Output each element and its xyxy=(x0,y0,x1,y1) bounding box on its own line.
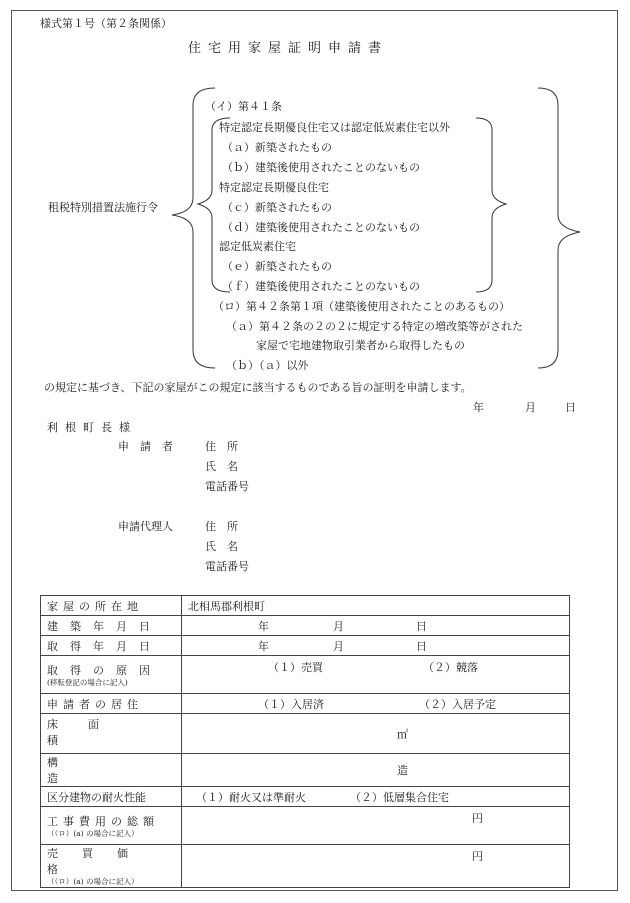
price-value[interactable] xyxy=(182,845,570,888)
property-table xyxy=(40,595,570,888)
table-row xyxy=(41,596,570,616)
applicant-address-label: 住所 xyxy=(205,440,249,453)
law-subitem: （ａ）新築されたもの xyxy=(222,141,332,154)
acquired-label: 取得年月日 xyxy=(41,636,182,656)
residence-label: 申請者の居住 xyxy=(41,694,182,714)
law-item-i: （イ）第４１条 xyxy=(205,100,282,113)
cause-note: (移転登記の場合に記入) xyxy=(47,677,128,687)
law-subitem: （ｄ）建築後使用されたことのないもの xyxy=(222,221,420,234)
location-value[interactable]: 北相馬郡利根町 xyxy=(182,596,570,616)
applicant-name-label: 氏名 xyxy=(205,460,249,473)
law-subitem: （ａ）第４２条の２の２に規定する特定の増改築等がされた xyxy=(226,320,523,333)
applicant-phone-label: 電話番号 xyxy=(205,480,249,493)
structure-label-cell xyxy=(41,754,182,787)
law-category: 認定低炭素住宅 xyxy=(219,240,296,253)
cost-value[interactable] xyxy=(182,807,570,845)
form-number: 様式第１号（第２条関係） xyxy=(40,17,172,30)
law-subitem: （ｃ）新築されたもの xyxy=(222,201,332,214)
addressee: 利根町長様 xyxy=(47,421,137,434)
table-row xyxy=(41,694,570,714)
price-label-cell xyxy=(41,845,182,888)
law-subitem: （ｆ）建築後使用されたことのないもの xyxy=(222,280,420,293)
cost-label: 工事費用の総額 xyxy=(47,814,159,828)
cause-option-sale[interactable]: （１）売買 xyxy=(268,661,323,674)
cause-label-cell xyxy=(41,656,182,694)
table-row xyxy=(41,714,570,754)
law-subitem: （ｂ）（ａ）以外 xyxy=(226,359,309,372)
law-subitem: （ｂ）建築後使用されたことのないもの xyxy=(222,161,420,174)
day-unit: 日 xyxy=(416,639,427,653)
table-row xyxy=(41,656,570,694)
table-row xyxy=(41,807,570,845)
residence-option-planned[interactable]: （２）入居予定 xyxy=(419,697,496,711)
location-label: 家屋の所在地 xyxy=(41,596,182,616)
agent-label: 申請代理人 xyxy=(118,520,173,533)
table-row xyxy=(41,787,570,807)
date-day: 日 xyxy=(565,401,576,414)
cost-note: （（ロ）(a) の場合に記入） xyxy=(47,828,139,838)
month-unit: 月 xyxy=(333,639,344,653)
cost-unit: 円 xyxy=(472,812,483,825)
year-unit: 年 xyxy=(258,639,269,653)
agent-phone-label: 電話番号 xyxy=(205,560,249,573)
date-month: 月 xyxy=(525,401,536,414)
price-note: （（ロ）(a) の場合に記入） xyxy=(47,877,139,886)
law-category: 特定認定長期優良住宅 xyxy=(219,181,329,194)
structure-unit: 造 xyxy=(397,764,408,777)
table-row xyxy=(41,845,570,888)
table-row xyxy=(41,754,570,787)
fire-option-fireproof[interactable]: （１）耐火又は準耐火 xyxy=(196,790,306,804)
built-label: 建築年月日 xyxy=(41,616,182,636)
residence-option-moved-in[interactable]: （１）入居済 xyxy=(258,697,324,711)
fire-value[interactable] xyxy=(182,787,570,807)
agent-name-label: 氏名 xyxy=(205,540,249,553)
agent-address-label: 住所 xyxy=(205,520,249,533)
price-unit: 円 xyxy=(472,850,483,863)
structure-label: 構造 xyxy=(47,756,158,785)
acquired-value[interactable] xyxy=(182,636,570,656)
year-unit: 年 xyxy=(258,619,269,633)
cause-value[interactable] xyxy=(182,656,570,694)
table-row xyxy=(41,636,570,656)
law-item-ro: （ロ）第４２条第１項（建築後使用されたことのあるもの） xyxy=(213,300,510,313)
fire-option-lowrise[interactable]: （２）低層集合住宅 xyxy=(350,790,449,804)
statement: の規定に基づき、下記の家屋がこの規定に該当するものである旨の証明を申請します。 xyxy=(44,381,472,394)
floor-label: 床面積 xyxy=(47,718,129,747)
law-subitem: （ｅ）新築されたもの xyxy=(222,260,332,273)
law-subitem-cont: 家屋で宅地建物取引業者から取得したもの xyxy=(256,339,465,352)
cause-label: 取得の原因 xyxy=(47,663,162,677)
day-unit: 日 xyxy=(416,619,427,633)
floor-unit: ㎡ xyxy=(397,727,408,741)
page-title: 住宅用家屋証明申請書 xyxy=(188,41,389,56)
date-year: 年 xyxy=(473,401,484,414)
fire-label: 区分建物の耐火性能 xyxy=(41,787,182,807)
floor-value[interactable] xyxy=(182,714,570,754)
floor-label-cell xyxy=(41,714,182,754)
built-value[interactable] xyxy=(182,616,570,636)
law-category: 特定認定長期優良住宅又は認定低炭素住宅以外 xyxy=(219,121,450,134)
applicant-label: 申請者 xyxy=(118,440,184,453)
cost-label-cell xyxy=(41,807,182,845)
structure-value[interactable] xyxy=(182,754,570,787)
table-row xyxy=(41,616,570,636)
month-unit: 月 xyxy=(333,619,344,633)
price-label: 売買価格 xyxy=(47,847,152,876)
residence-value[interactable] xyxy=(182,694,570,714)
cause-option-auction[interactable]: （２）競落 xyxy=(423,661,478,674)
law-name: 租税特別措置法施行令 xyxy=(48,201,158,214)
